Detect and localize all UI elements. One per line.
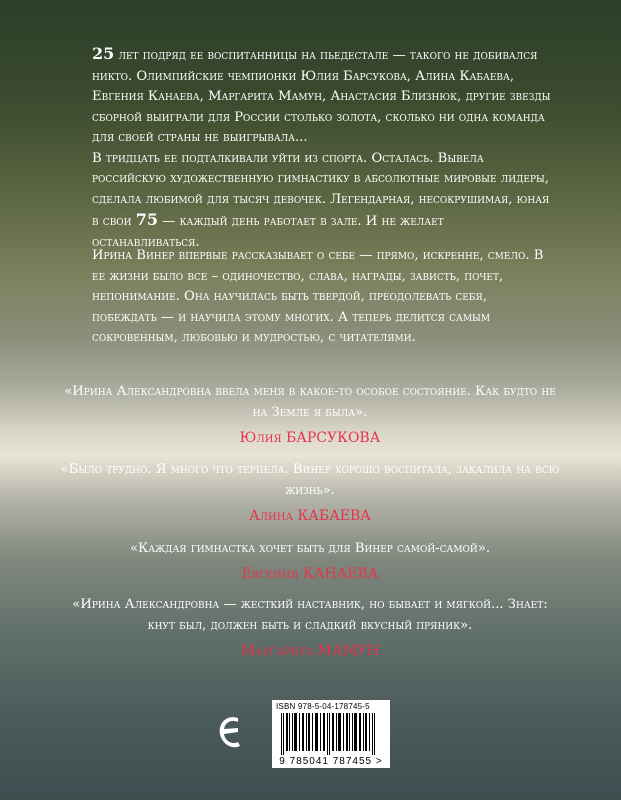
barcode-digits: 9 785041 787455 > [279, 756, 383, 767]
intro-text-1: лет подряд ее воспитанницы на пьедестале — такого не добивался никто. Олимпийские чемпионки Юлия Барсукова, Алина Кабаева, Евгения Канаева, Маргарита Мамун, Анастасия Близнюк, другие звезды сборной выиграли для России столько золота, сколько ни одна команда для своей страны не выигрывала... [92, 48, 551, 145]
quote-author: Юлия БАРСУКОВА [239, 430, 381, 446]
barcode-bars [275, 713, 387, 755]
intro-text-2: В тридцать ее подталкивали уйти из спорта. Осталась. Вывела российскую художественную гимнастику в абсолютные мировые лидеры, сделала любимой для тысяч девочек. Легендарная, несокрушимая, юная в свои [92, 150, 550, 229]
quote-text: «Было трудно. Я много что терпела. Винер хорошо воспитала, закалила на всю жизнь». [60, 462, 560, 498]
intro-age-number: 75 [135, 210, 158, 229]
quote-block [60, 381, 560, 449]
quote-text: «Ирина Александровна ввела меня в какое-то особое состояние. Как будто не на Земле я была». [64, 384, 556, 420]
intro-paragraph [92, 44, 552, 253]
quote-block [60, 459, 560, 527]
quote-author: Алина КАБАЕВА [249, 508, 371, 524]
quote-block [60, 594, 560, 662]
quote-block [60, 538, 560, 585]
quote-text: «Каждая гимнастка хочет быть для Винер самой-самой». [129, 541, 491, 556]
isbn-barcode [272, 700, 390, 768]
about-paragraph: Ирина Винер впервые рассказывает о себе — прямо, искренне, смело. В ее жизни было все – одиночество, слава, награды, зависть, почет, непонимание. Она научилась быть твердой, преодолевать себя, побеждать — и научила этому многих. А теперь делится самым сокровенным, любовью и мудростью, с читателями. [92, 248, 544, 345]
quote-author: Евгения КАНАЕВА [241, 566, 379, 582]
publisher-logo-icon [216, 712, 244, 756]
quote-author: Маргарита МАМУН [240, 643, 380, 659]
intro-text-3: — каждый день работает в зале. И не желает останавливаться. [92, 214, 444, 250]
isbn-label: ISBN 978-5-04-178745-5 [276, 702, 370, 711]
intro-years-number: 25 [92, 44, 115, 63]
quote-text: «Ирина Александровна — жесткий наставник, но бывает и мягкой... Знает: кнут был, должен быть и сладкий вкусный пряник». [72, 597, 548, 633]
